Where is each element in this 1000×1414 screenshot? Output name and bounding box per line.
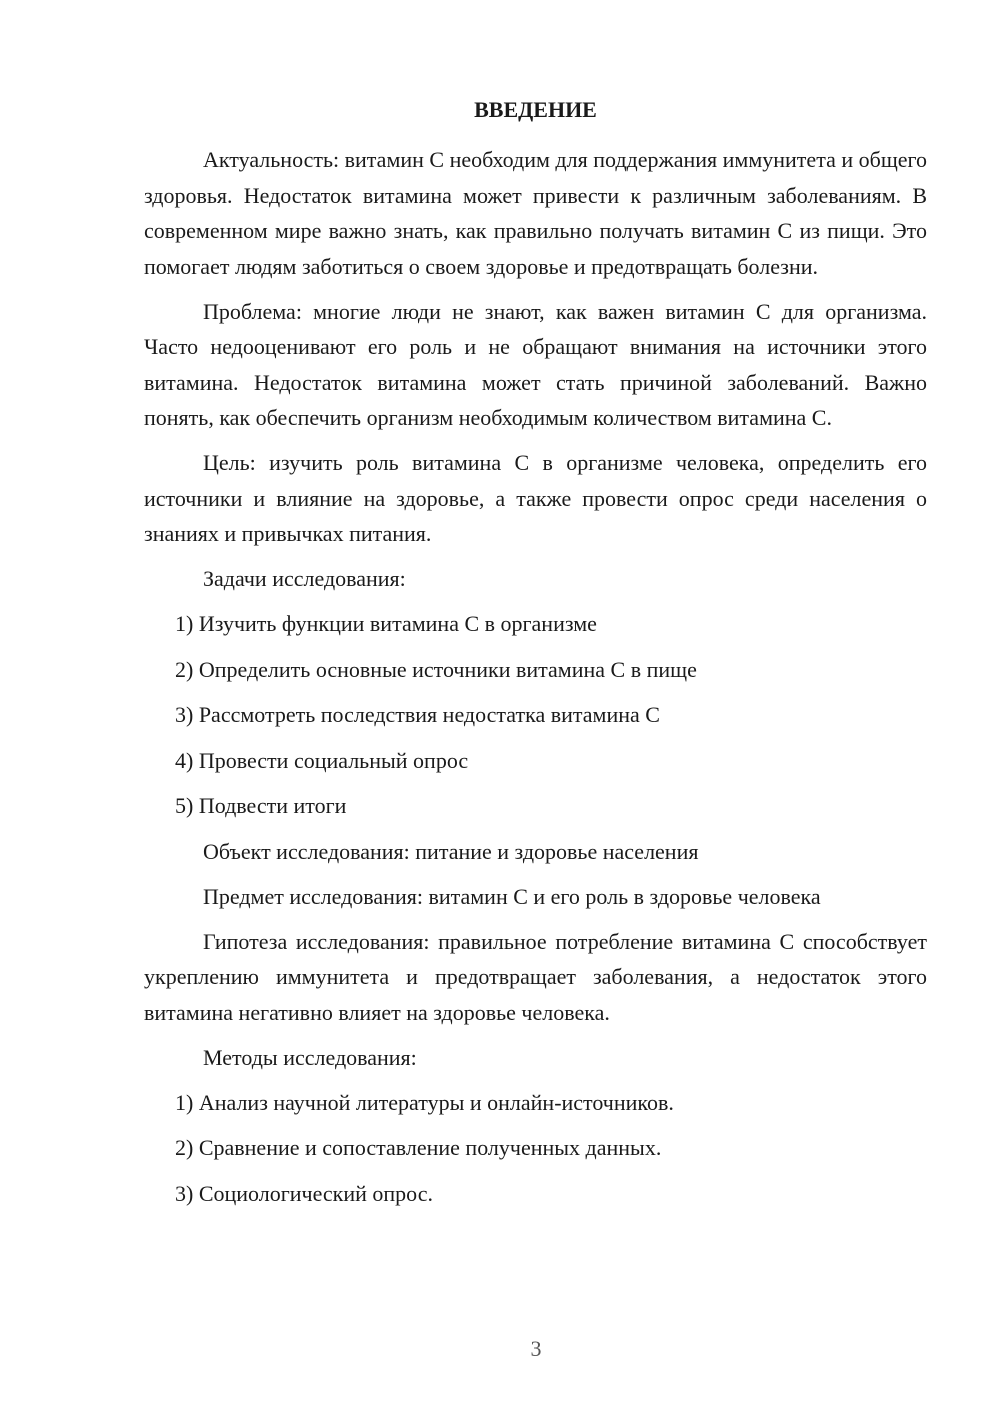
list-item: 4) Провести социальный опрос [175,747,469,773]
subject-paragraph: Предмет исследования: витамин С и его роль в здоровье человека [203,883,821,909]
methods-heading: Методы исследования: [203,1044,417,1070]
goal-paragraph: Цель: изучить роль витамина С в организме человека, определить его источники и влияние на здоровье, а также провести опрос среди населения о знаниях и привычках питания. [144,450,927,546]
page-number: 3 [530,1336,542,1361]
methods-list [144,1085,927,1212]
object-paragraph: Объект исследования: питание и здоровье населения [203,838,699,864]
section-heading: ВВЕДЕНИЕ [474,97,597,122]
list-item: 5) Подвести итоги [175,793,347,818]
list-item: 1) Анализ научной литературы и онлайн-источников. [175,1089,674,1115]
list-item: 2) Определить основные источники витамина С в пище [175,656,697,682]
list-item: 2) Сравнение и сопоставление полученных данных. [175,1135,662,1160]
tasks-list [144,606,927,824]
hypothesis-paragraph: Гипотеза исследования: правильное потребление витамина С способствует укреплению иммунитета и предотвращает заболевания, а недостаток этого витамина негативно влияет на здоровье человека. [144,928,927,1025]
list-item: 3) Социологический опрос. [175,1180,433,1206]
list-item: 1) Изучить функции витамина С в организме [175,611,597,636]
document-body [144,142,927,1221]
relevance-paragraph: Актуальность: витамин С необходим для поддержания иммунитета и общего здоровья. Недостаток витамина может привести к различным заболеваниям. В современном мире важно знать, как правильно получать витамин С из пищи. Это помогает людям заботиться о своем здоровье и предотвращать болезни. [144,147,927,279]
list-item: 3) Рассмотреть последствия недостатка витамина С [175,702,660,727]
tasks-heading: Задачи исследования: [203,566,406,591]
problem-paragraph: Проблема: многие люди не знают, как важен витамин С для организма. Часто недооценивают его роль и не обращают внимания на источники этого витамина. Недостаток витамина может стать причиной заболеваний. Важно понять, как обеспечить организм необходимым количеством витамина С. [144,298,927,430]
